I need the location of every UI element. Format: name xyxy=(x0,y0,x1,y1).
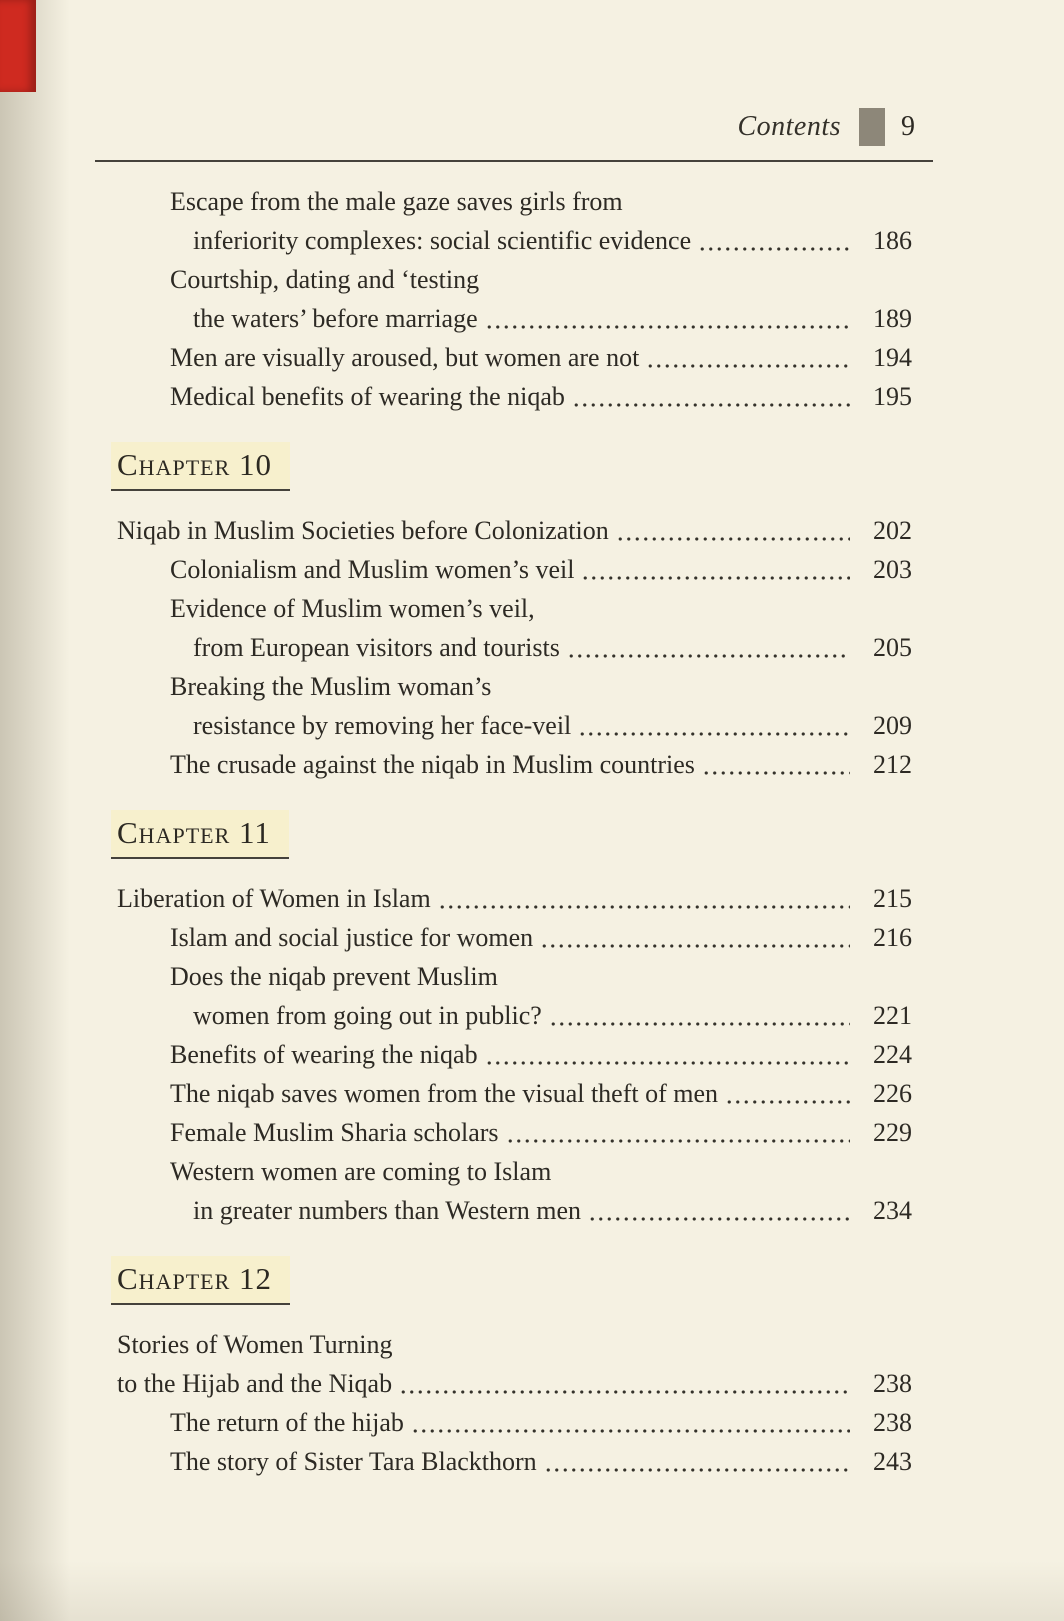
toc-entry xyxy=(117,957,912,996)
toc-entry-title: women from going out in public? xyxy=(193,1001,542,1030)
toc-entry-title: resistance by removing her face-veil xyxy=(193,711,572,740)
toc-entry-page-number: 216 xyxy=(873,923,912,952)
header-page-number: 9 xyxy=(901,111,915,142)
dot-leader xyxy=(725,1074,850,1113)
table-of-contents xyxy=(117,182,912,1481)
toc-entry xyxy=(117,260,912,299)
toc-entry-title: Islam and social justice for women xyxy=(170,923,534,952)
toc-entry-page-number: 221 xyxy=(873,1001,912,1030)
dot-leader xyxy=(485,299,850,338)
toc-entry-page-number: 202 xyxy=(873,516,912,545)
red-edge-mark xyxy=(0,0,36,92)
dot-leader xyxy=(485,1035,850,1074)
toc-entry-title: the waters’ before marriage xyxy=(193,304,478,333)
dot-leader xyxy=(578,706,850,745)
toc-entry xyxy=(117,511,912,550)
toc-entry-page-number: 194 xyxy=(873,343,912,372)
toc-entry xyxy=(117,377,912,416)
toc-entry xyxy=(117,1152,912,1191)
toc-entry xyxy=(117,628,912,667)
toc-entry-title: The crusade against the niqab in Muslim countries xyxy=(170,750,695,779)
dot-leader xyxy=(506,1113,850,1152)
toc-entry xyxy=(117,918,912,957)
toc-entry xyxy=(117,1325,912,1364)
dot-leader xyxy=(616,511,850,550)
toc-entry xyxy=(117,879,912,918)
dot-leader xyxy=(438,879,850,918)
toc-entry xyxy=(117,1074,912,1113)
toc-entry xyxy=(117,706,912,745)
chapter-heading-wrap xyxy=(117,442,912,491)
toc-entry-title: Liberation of Women in Islam xyxy=(117,884,431,913)
dot-leader xyxy=(698,221,850,260)
dot-leader xyxy=(702,745,850,784)
toc-entry-page-number: 224 xyxy=(873,1040,912,1069)
chapter-heading: Chapter 11 xyxy=(111,810,289,859)
toc-entry-page-number: 205 xyxy=(873,633,912,662)
toc-entry-page-number: 209 xyxy=(873,711,912,740)
dot-leader xyxy=(544,1442,850,1481)
toc-entry-title: The story of Sister Tara Blackthorn xyxy=(170,1447,537,1476)
page-left-edge-shadow xyxy=(0,0,70,1621)
toc-entry xyxy=(117,1113,912,1152)
toc-entry-page-number: 212 xyxy=(873,750,912,779)
page-bottom-shadow xyxy=(0,1561,1064,1621)
toc-entry xyxy=(117,745,912,784)
dot-leader xyxy=(399,1364,850,1403)
toc-entry-title: inferiority complexes: social scientific evidence xyxy=(193,226,692,255)
toc-entry xyxy=(117,1191,912,1230)
toc-entry-page-number: 189 xyxy=(873,304,912,333)
toc-entry-title: Western women are coming to Islam xyxy=(170,1157,552,1186)
toc-entry-page-number: 195 xyxy=(873,382,912,411)
dot-leader xyxy=(567,628,850,667)
toc-entry xyxy=(117,667,912,706)
toc-entry-page-number: 238 xyxy=(873,1369,912,1398)
chapter-heading: Chapter 12 xyxy=(111,1256,290,1305)
toc-entry-title: Stories of Women Turning xyxy=(117,1330,393,1359)
toc-entry-page-number: 234 xyxy=(873,1196,912,1225)
dot-leader xyxy=(572,377,850,416)
toc-entry xyxy=(117,1403,912,1442)
toc-entry xyxy=(117,1364,912,1403)
toc-entry xyxy=(117,1035,912,1074)
toc-entry-title: from European visitors and tourists xyxy=(193,633,560,662)
toc-entry xyxy=(117,221,912,260)
toc-entry-title: The return of the hijab xyxy=(170,1408,404,1437)
toc-entry-title: Does the niqab prevent Muslim xyxy=(170,962,498,991)
toc-entry-page-number: 186 xyxy=(873,226,912,255)
dot-leader xyxy=(411,1403,850,1442)
toc-entry-title: Escape from the male gaze saves girls from xyxy=(170,187,623,216)
toc-entry-title: Evidence of Muslim women’s veil, xyxy=(170,594,535,623)
dot-leader xyxy=(540,918,850,957)
page-header xyxy=(95,108,933,146)
toc-entry-page-number: 229 xyxy=(873,1118,912,1147)
toc-entry xyxy=(117,338,912,377)
toc-entry-title: Colonialism and Muslim women’s veil xyxy=(170,555,575,584)
running-head-title: Contents xyxy=(737,111,841,142)
chapter-heading: Chapter 10 xyxy=(111,442,290,491)
toc-entry-title: Courtship, dating and ‘testing xyxy=(170,265,480,294)
chapter-heading-wrap xyxy=(117,1256,912,1305)
toc-entry-title: Breaking the Muslim woman’s xyxy=(170,672,492,701)
toc-entry-page-number: 238 xyxy=(873,1408,912,1437)
dot-leader xyxy=(588,1191,850,1230)
header-ink-block xyxy=(859,108,885,146)
toc-entry-title: Benefits of wearing the niqab xyxy=(170,1040,478,1069)
toc-entry-page-number: 203 xyxy=(873,555,912,584)
dot-leader xyxy=(549,996,850,1035)
header-rule xyxy=(95,160,933,162)
toc-entry-title: to the Hijab and the Niqab xyxy=(117,1369,393,1398)
toc-entry xyxy=(117,589,912,628)
toc-entry-page-number: 226 xyxy=(873,1079,912,1108)
toc-entry-page-number: 215 xyxy=(873,884,912,913)
toc-entry-title: in greater numbers than Western men xyxy=(193,1196,582,1225)
dot-leader xyxy=(646,338,850,377)
toc-entry xyxy=(117,1442,912,1481)
toc-entry xyxy=(117,182,912,221)
dot-leader xyxy=(581,550,850,589)
toc-entry xyxy=(117,996,912,1035)
chapter-heading-wrap xyxy=(117,810,912,859)
toc-entry-page-number: 243 xyxy=(873,1447,912,1476)
toc-entry xyxy=(117,550,912,589)
toc-entry-title: Medical benefits of wearing the niqab xyxy=(170,382,565,411)
toc-entry-title: Niqab in Muslim Societies before Colonization xyxy=(117,516,609,545)
toc-entry-title: Men are visually aroused, but women are not xyxy=(170,343,640,372)
toc-entry xyxy=(117,299,912,338)
toc-entry-title: The niqab saves women from the visual theft of men xyxy=(170,1079,719,1108)
toc-entry-title: Female Muslim Sharia scholars xyxy=(170,1118,499,1147)
